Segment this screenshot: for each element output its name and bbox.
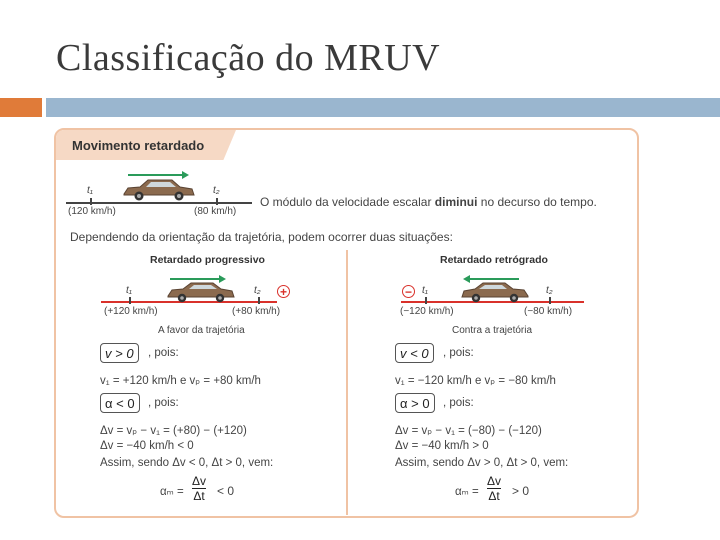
left-line-4: Assim, sendo Δv < 0, Δt > 0, vem:	[100, 457, 274, 469]
right-condition-acceleration: α > 0	[395, 393, 435, 413]
intro-tick-t1	[90, 198, 92, 205]
left-line-3: Δv = −40 km/h < 0	[100, 440, 194, 452]
intro-statement-bold: diminui	[434, 195, 478, 209]
right-v1-label: (−120 km/h)	[400, 306, 454, 317]
car-icon	[122, 178, 196, 202]
column-divider	[346, 250, 348, 515]
left-pois-2: , pois:	[148, 397, 179, 409]
right-fraction-num: Δv	[487, 474, 502, 488]
right-v2-label: (−80 km/h)	[524, 306, 573, 317]
right-velocity-arrow	[469, 278, 519, 280]
intro-trajectory-line	[66, 202, 252, 204]
left-v2-label: (+80 km/h)	[232, 306, 281, 317]
left-caption: A favor da trajetória	[158, 325, 245, 336]
right-line-4: Assim, sendo Δv > 0, Δt > 0, vem:	[395, 457, 569, 469]
left-line-2: Δv = vₚ − v₁ = (+80) − (+120)	[100, 425, 247, 437]
right-caption: Contra a trajetória	[452, 325, 533, 336]
negative-direction-icon: −	[402, 285, 415, 298]
intro-tick-t2	[216, 198, 218, 205]
right-alpha: αₘ =	[455, 486, 479, 498]
intro-statement-pre: O módulo da velocidade escalar	[260, 195, 435, 209]
right-result: > 0	[512, 484, 530, 498]
left-fraction-den: Δt	[193, 489, 205, 503]
car-icon	[166, 281, 236, 303]
left-fraction	[192, 474, 206, 503]
left-alpha: αₘ =	[160, 486, 184, 498]
slide-title: Classificação do MRUV	[56, 37, 441, 79]
intro-v2-label: (80 km/h)	[194, 206, 237, 217]
left-tick-t1	[129, 297, 131, 304]
intro-velocity-arrow	[128, 174, 183, 176]
right-pois-1: , pois:	[443, 347, 474, 359]
right-t1-label: t₁	[422, 285, 428, 296]
left-result: < 0	[217, 484, 235, 498]
left-heading: Retardado progressivo	[150, 254, 265, 266]
accent-bar-blue	[46, 98, 720, 117]
left-fraction-num: Δv	[192, 474, 207, 488]
right-fraction-den: Δt	[488, 489, 500, 503]
panel-tab-label: Movimento retardado	[72, 138, 205, 153]
right-tick-t1	[425, 297, 427, 304]
left-velocity-arrow	[170, 278, 220, 280]
right-line-2: Δv = vₚ − v₁ = (−80) − (−120)	[395, 425, 542, 437]
intro-t2-label: t₂	[213, 185, 220, 196]
intro-statement	[260, 195, 597, 209]
left-condition-velocity: v > 0	[100, 343, 139, 363]
left-line-1: v₁ = +120 km/h e vₚ = +80 km/h	[100, 375, 261, 387]
positive-direction-icon: +	[277, 285, 290, 298]
right-condition-velocity: v < 0	[395, 343, 434, 363]
accent-bar-orange	[0, 98, 42, 117]
right-tick-t2	[549, 297, 551, 304]
left-t2-label: t₂	[254, 285, 261, 296]
left-v1-label: (+120 km/h)	[104, 306, 158, 317]
right-line-1: v₁ = −120 km/h e vₚ = −80 km/h	[395, 375, 556, 387]
right-pois-2: , pois:	[443, 397, 474, 409]
car-icon	[460, 281, 530, 303]
right-line-3: Δv = −40 km/h > 0	[395, 440, 489, 452]
intro-t1-label: t₁	[87, 185, 93, 196]
intro-v1-label: (120 km/h)	[68, 206, 116, 217]
left-pois-1: , pois:	[148, 347, 179, 359]
right-t2-label: t₂	[546, 285, 553, 296]
left-tick-t2	[258, 297, 260, 304]
left-condition-acceleration: α < 0	[100, 393, 140, 413]
right-heading: Retardado retrógrado	[440, 254, 548, 266]
situations-text: Dependendo da orientação da trajetória, podem ocorrer duas situações:	[70, 230, 453, 244]
right-fraction	[487, 474, 501, 503]
left-t1-label: t₁	[126, 285, 132, 296]
intro-statement-post: no decurso do tempo.	[477, 195, 597, 209]
